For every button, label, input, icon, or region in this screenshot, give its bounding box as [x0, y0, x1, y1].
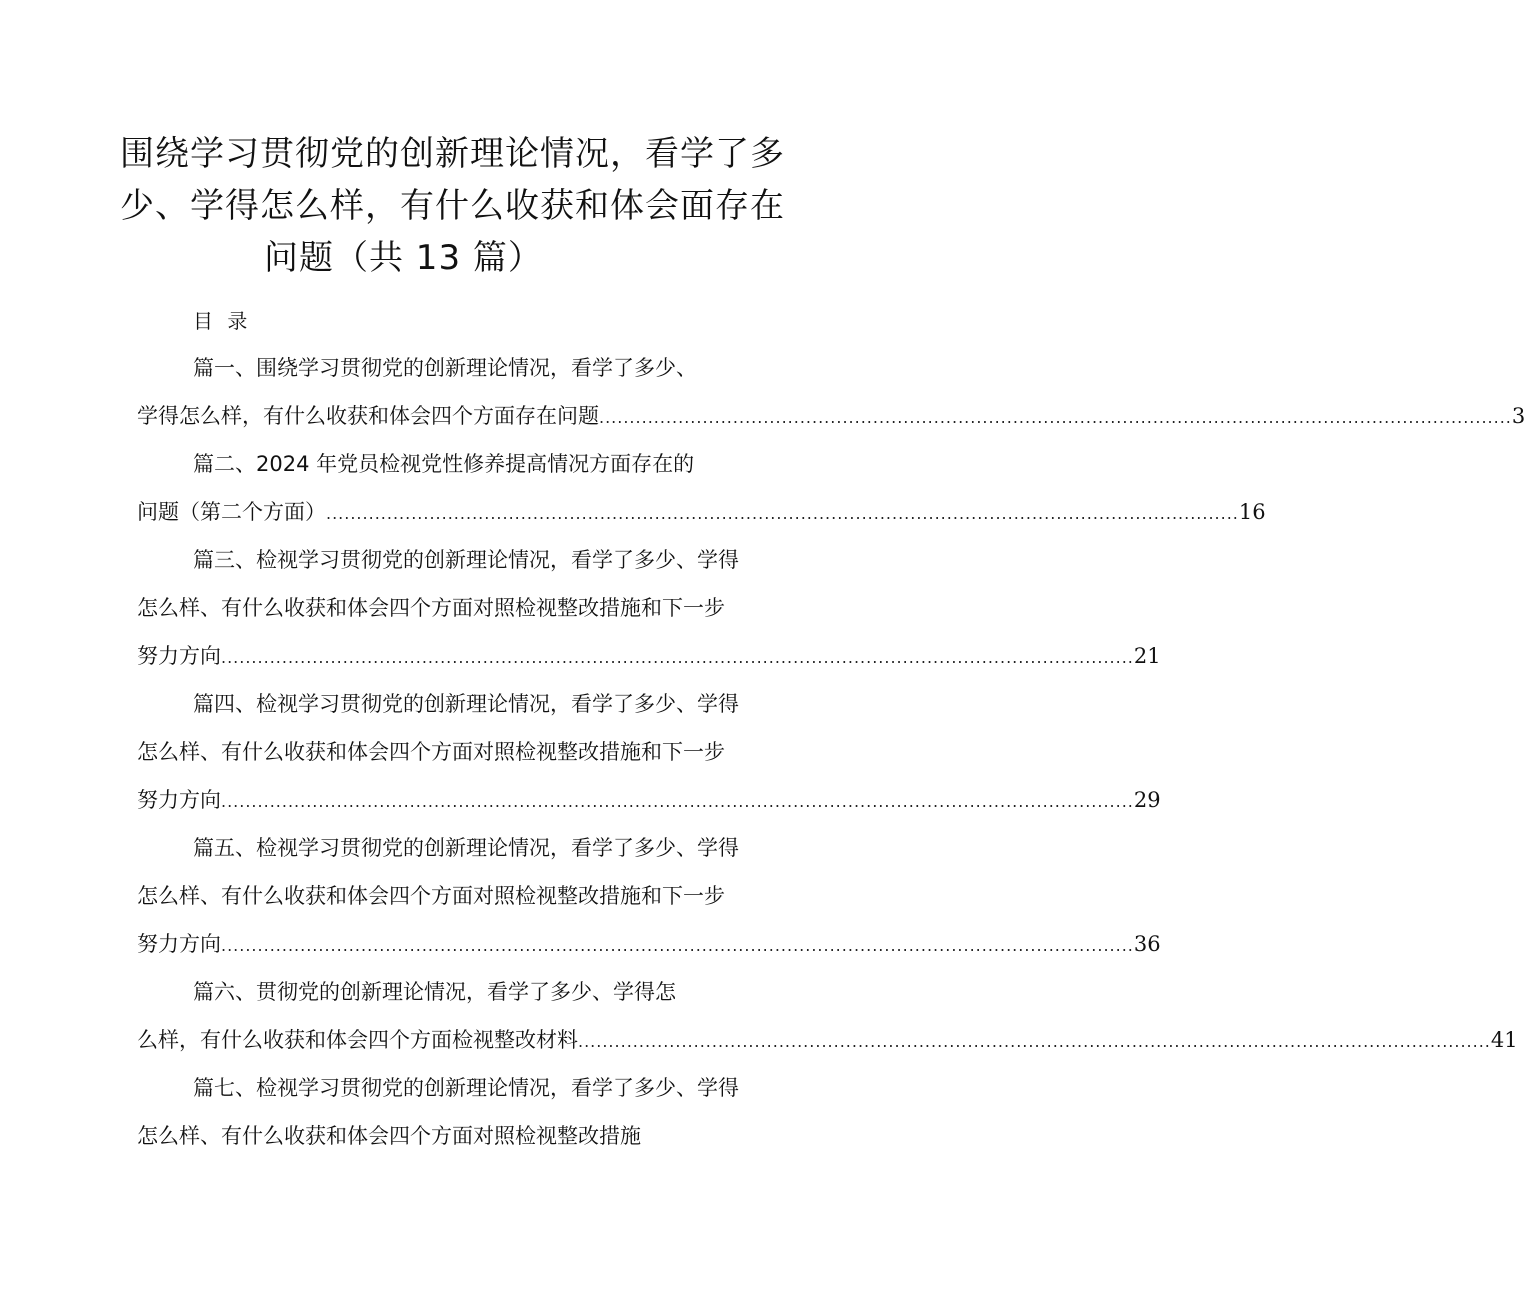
table-of-contents — [137, 344, 1525, 1160]
toc-entry-1-last-line[interactable] — [137, 392, 1525, 440]
toc-entry-5-line-1[interactable]: 篇五、检视学习贯彻党的创新理论情况，看学了多少、学得 — [193, 836, 739, 860]
toc-entry-3-text: 努力方向 — [137, 644, 221, 668]
toc-entry-1-line-1[interactable]: 篇一、围绕学习贯彻党的创新理论情况，看学了多少、 — [193, 356, 697, 380]
toc-entry-7-line-2[interactable]: 怎么样、有什么收获和体会四个方面对照检视整改措施 — [137, 1124, 641, 1148]
toc-heading: 目 录 — [193, 309, 252, 333]
toc-entry-5-line-2[interactable]: 怎么样、有什么收获和体会四个方面对照检视整改措施和下一步 — [137, 884, 725, 908]
dot-leader: ...................................................................................................................................................... — [221, 648, 1134, 667]
toc-entry-2-page: 16 — [1238, 500, 1266, 524]
dot-leader: ...................................................................................................................................................... — [326, 504, 1239, 523]
toc-entry-4-line-2[interactable]: 怎么样、有什么收获和体会四个方面对照检视整改措施和下一步 — [137, 740, 725, 764]
toc-entry-5-page: 36 — [1133, 932, 1161, 956]
toc-entry-4-page: 29 — [1133, 788, 1161, 812]
dot-leader: ...................................................................................................................................................... — [221, 936, 1134, 955]
toc-entry-6-last-line[interactable] — [137, 1016, 1518, 1064]
toc-entry-4-line-1[interactable]: 篇四、检视学习贯彻党的创新理论情况，看学了多少、学得 — [193, 692, 739, 716]
toc-entry-3-page: 21 — [1133, 644, 1161, 668]
toc-entry-4-text: 努力方向 — [137, 788, 221, 812]
toc-entry-5-text: 努力方向 — [137, 932, 221, 956]
dot-leader: ...................................................................................................................................................... — [599, 408, 1512, 427]
dot-leader: ...................................................................................................................................................... — [578, 1032, 1491, 1051]
toc-entry-2-text: 问题（第二个方面） — [137, 500, 326, 524]
toc-entry-6-text: 么样，有什么收获和体会四个方面检视整改材料 — [137, 1028, 578, 1052]
dot-leader: ...................................................................................................................................................... — [221, 792, 1134, 811]
title-line-2: 少、学得怎么样，有什么收获和体会面存在 — [120, 186, 785, 226]
toc-entry-2-last-line[interactable] — [137, 488, 1266, 536]
toc-entry-1-page: 3 — [1511, 404, 1525, 428]
toc-entry-5-last-line[interactable] — [137, 920, 1161, 968]
toc-entry-2-line-1[interactable]: 篇二、2024 年党员检视党性修养提高情况方面存在的 — [193, 452, 695, 476]
toc-entry-3-last-line[interactable] — [137, 632, 1161, 680]
toc-entry-6-line-1[interactable]: 篇六、贯彻党的创新理论情况，看学了多少、学得怎 — [193, 980, 676, 1004]
toc-entry-3-line-1[interactable]: 篇三、检视学习贯彻党的创新理论情况，看学了多少、学得 — [193, 548, 739, 572]
toc-entry-6-page: 41 — [1490, 1028, 1518, 1052]
toc-entry-1-text: 学得怎么样，有什么收获和体会四个方面存在问题 — [137, 404, 599, 428]
title-line-3: 问题（共 13 篇） — [264, 238, 543, 278]
toc-entry-4-last-line[interactable] — [137, 776, 1161, 824]
title-line-1: 围绕学习贯彻党的创新理论情况，看学了多 — [120, 134, 785, 174]
toc-entry-3-line-2[interactable]: 怎么样、有什么收获和体会四个方面对照检视整改措施和下一步 — [137, 596, 725, 620]
document-title — [120, 128, 800, 284]
toc-entry-7-line-1[interactable]: 篇七、检视学习贯彻党的创新理论情况，看学了多少、学得 — [193, 1076, 739, 1100]
